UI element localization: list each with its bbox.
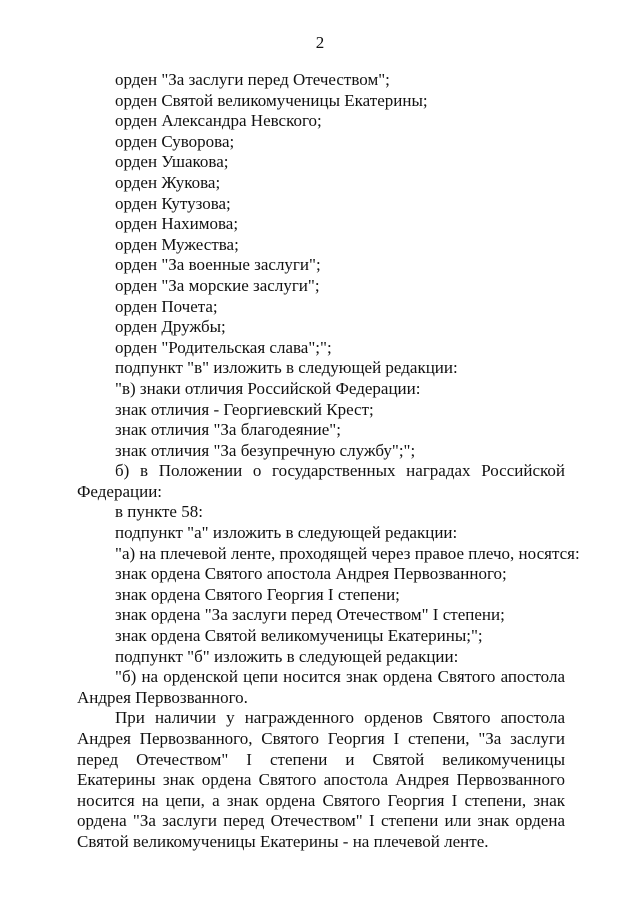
list-line: орден Нахимова; xyxy=(115,214,239,234)
list-line: орден Ушакова; xyxy=(115,152,229,172)
list-line: орден Почета; xyxy=(115,296,218,316)
list-line: знак отличия "За благодеяние"; xyxy=(115,420,341,440)
list-line: орден Суворова; xyxy=(115,131,235,151)
list-line: орден Дружбы; xyxy=(115,317,226,337)
list-line: подпункт "в" изложить в следующей редакции: xyxy=(115,358,458,378)
paragraph-b: б) в Положении о государственных наградах Российской Федерации: xyxy=(77,461,565,501)
list-line: орден "За морские заслуги"; xyxy=(115,275,320,295)
list-line: знак отличия "За безупречную службу";"; xyxy=(115,440,416,460)
list-line: орден Александра Невского; xyxy=(115,111,322,131)
paragraph-chain: "б) на орденской цепи носится знак ордена Святого апостола Андрея Первозванного. xyxy=(77,667,565,707)
list-line: знак ордена Святого апостола Андрея Первозванного; xyxy=(115,564,507,584)
list-line: "в) знаки отличия Российской Федерации: xyxy=(115,378,421,398)
list-line: знак ордена Святой великомученицы Екатерины;"; xyxy=(115,626,483,646)
list-line: "а) на плечевой ленте, проходящей через правое плечо, носятся: xyxy=(115,543,580,563)
page-number: 2 xyxy=(315,33,325,52)
list-line: орден Мужества; xyxy=(115,234,239,254)
list-line: орден Жукова; xyxy=(115,172,221,192)
list-line: подпункт "а" изложить в следующей редакции: xyxy=(115,523,458,543)
list-line: орден "Родительская слава";"; xyxy=(115,337,332,357)
list-line: в пункте 58: xyxy=(115,502,203,522)
list-line: знак ордена Святого Георгия I степени; xyxy=(115,584,400,604)
list-line: орден Святой великомученицы Екатерины; xyxy=(115,90,428,110)
list-line: орден "За военные заслуги"; xyxy=(115,255,321,275)
list-line: знак ордена "За заслуги перед Отечеством" I степени; xyxy=(115,605,505,625)
document-body xyxy=(77,70,580,853)
list-line: знак отличия - Георгиевский Крест; xyxy=(115,399,374,419)
list-line: орден "За заслуги перед Отечеством"; xyxy=(115,70,390,89)
paragraph-final: При наличии у награжденного орденов Святого апостола Андрея Первозванного, Святого Георгия I степени, "За заслуги перед Отечеством" I степени и Святой великомученицы Екатерины знак ордена Святого апостола Андрея Первозванного носится на цепи, а знак ордена Святого Георгия I степени, знак ордена "За заслуги перед Отечеством" I степени или знак ордена Святой великомученицы Екатерины - на плечевой ленте. xyxy=(77,708,565,851)
list-line: орден Кутузова; xyxy=(115,193,231,213)
list-line: подпункт "б" изложить в следующей редакции: xyxy=(115,646,459,666)
